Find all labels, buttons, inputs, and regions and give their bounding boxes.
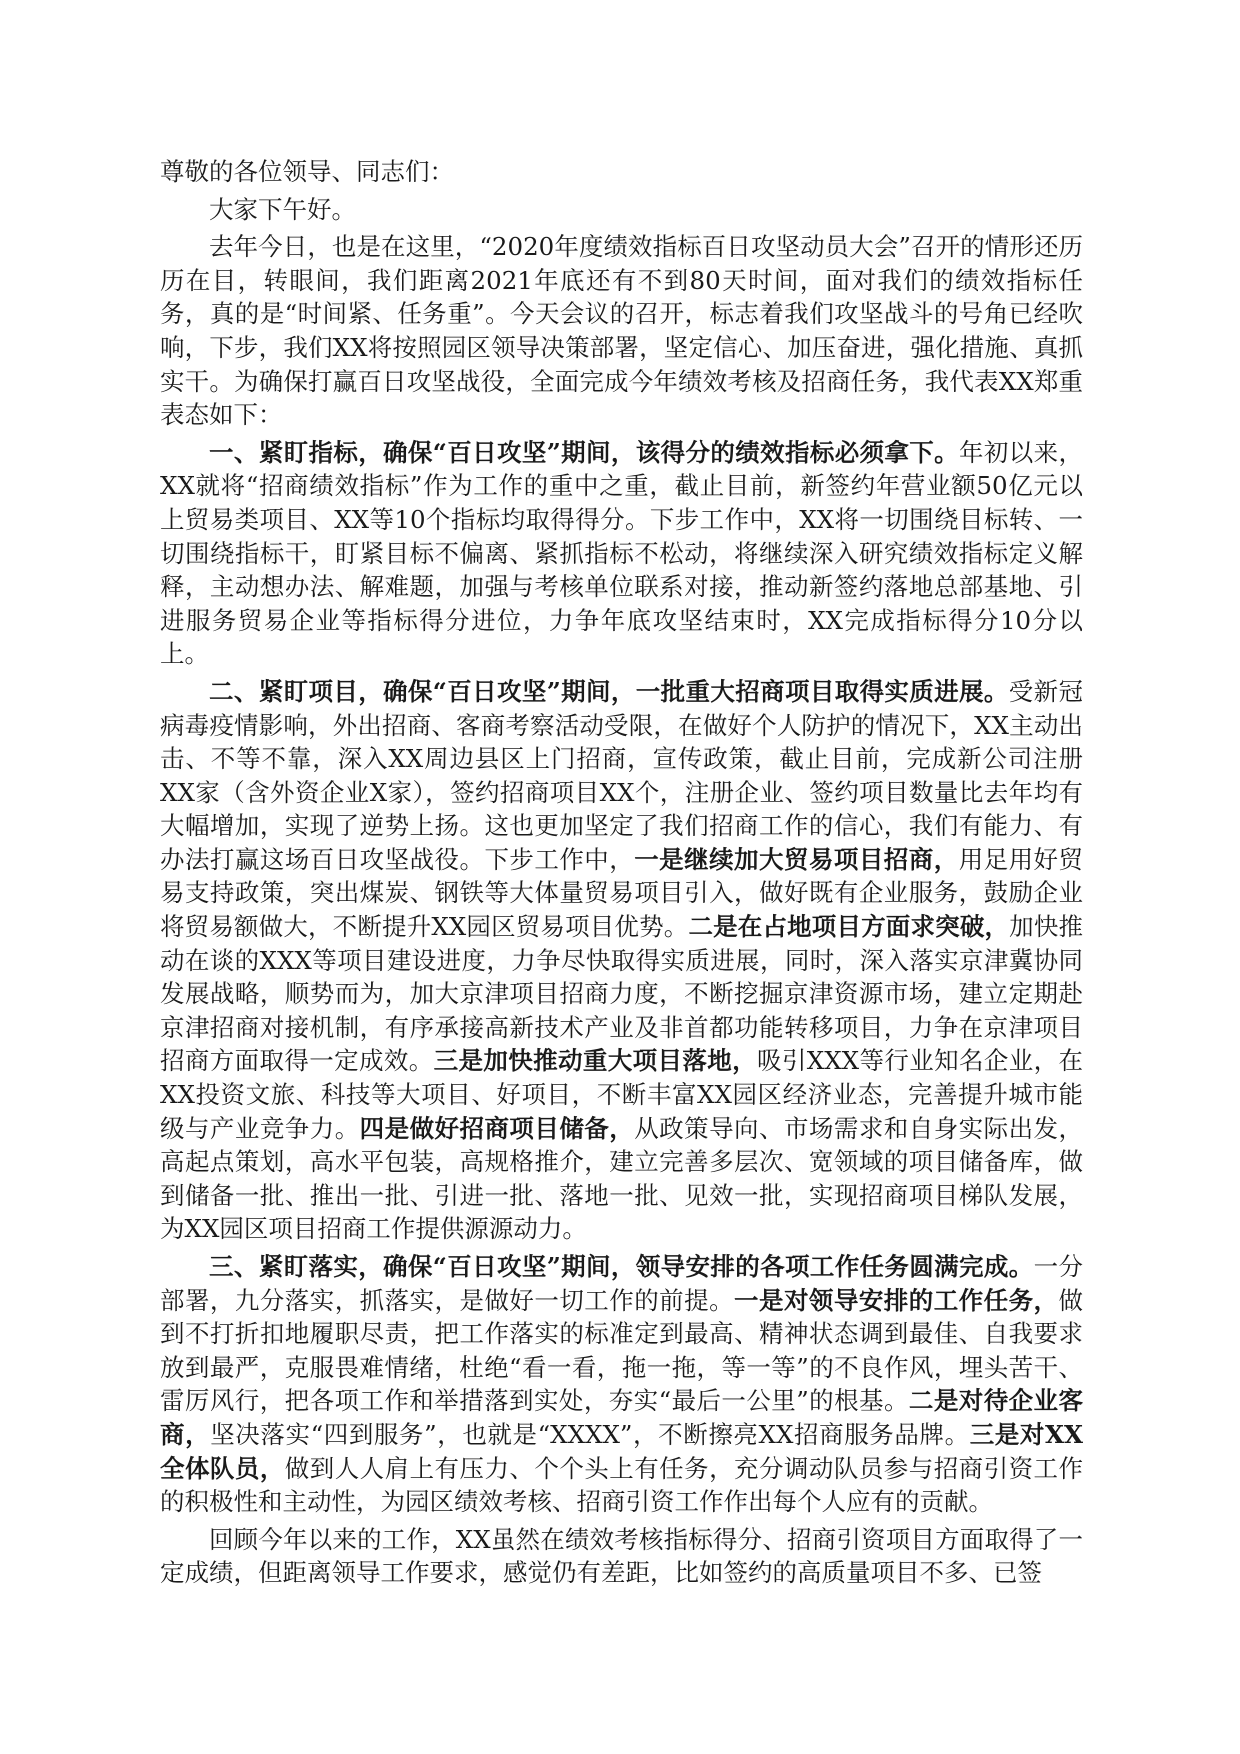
section-3-heading: 三、紧盯落实，确保“百日攻坚”期间，领导安排的各项工作任务圆满完成。: [209, 1252, 1034, 1281]
section-2-point-4-text: 从政策导向、市场需求和自身实际出发，高起点策划，高水平包装，高规格推介，建立完善多层次、宽领域的项目储备库，做到储备一批、推出一批、引进一批、落地一批、见效一批，实现招商项目梯队发展，为XX园区项目招商工作提供源源动力。: [160, 1113, 1084, 1244]
section-1-paragraph: [160, 436, 1083, 671]
section-1-heading: 一、紧盯指标，确保“百日攻坚”期间，该得分的绩效指标必须拿下。: [209, 437, 960, 467]
salutation: 尊敬的各位领导、同志们：: [160, 157, 454, 186]
section-3-point-1-label: 一是对领导安排的工作任务，: [734, 1285, 1059, 1315]
document-page: [160, 155, 1083, 1594]
section-3-point-1-text: 做到不打折扣地履职尽责，把工作落实的标准定到最高、精神状态调到最佳、自我要求放到最严，克服畏难情绪，杜绝“看一看，拖一拖，等一等”的不良作风，埋头苦干、雷厉风行，把各项工作和举措落到实处，夯实“最后一公里”的根基。: [160, 1285, 1084, 1416]
section-2-heading: 二、紧盯项目，确保“百日攻坚”期间，一批重大招商项目取得实质进展。: [209, 676, 1009, 706]
greeting: 大家下午好。: [209, 194, 356, 224]
review-paragraph: 回顾今年以来的工作，XX虽然在绩效考核指标得分、招商引资项目方面取得了一定成绩，但距离领导工作要求，感觉仍有差距，比如签约的高质量项目不多、已签: [160, 1524, 1083, 1588]
section-2-point-1-text: 用足用好贸易支持政策，突出煤炭、钢铁等大体量贸易项目引入，做好既有企业服务，鼓励企业将贸易额做大，不断提升XX园区贸易项目优势。: [160, 844, 1084, 942]
section-2-paragraph: [160, 675, 1083, 1246]
section-3-point-2-text: 坚决落实“四到服务”，也就是“XXXX”，不断擦亮XX招商服务品牌。: [210, 1419, 970, 1449]
section-3-point-3-label: 三是对XX全体队员，: [160, 1419, 1083, 1483]
section-2-point-2-text: 加快推动在谈的XXX等项目建设进度，力争尽快取得实质进展，同时，深入落实京津冀协同发展战略，顺势而为，加大京津项目招商力度，不断挖掘京津资源市场，建立定期赴京津招商对接机制，有序承接高新技术产业及非首都功能转移项目，力争在京津项目招商方面取得一定成效。: [160, 912, 1084, 1076]
section-2-point-4-label: 四是做好招商项目储备，: [359, 1113, 635, 1143]
section-3-point-2-label: 二是对待企业客商，: [160, 1386, 1083, 1449]
section-2-body: 受新冠病毒疫情影响，外出招商、客商考察活动受限，在做好个人防护的情况下，XX主动出击、不等不靠，深入XX周边县区上门招商，宣传政策，截止目前，完成新公司注册XX家（含外资企业X家），签约招商项目XX个，注册企业、签约项目数量比去年均有大幅增加，实现了逆势上扬。这也更加坚定了我们招商工作的信心，我们有能力、有办法打赢这场百日攻坚战役。下步工作中，: [160, 676, 1083, 874]
section-3-paragraph: [160, 1250, 1083, 1519]
intro-paragraph: 去年今日，也是在这里，“2020年度绩效指标百日攻坚动员大会”召开的情形还历历在目，转眼间，我们距离2021年底还有不到80天时间，面对我们的绩效指标任务，真的是“时间紧、任务重”。今天会议的召开，标志着我们攻坚战斗的号角已经吹响，下步，我们XX将按照园区领导决策部署，坚定信心、加压奋进，强化措施、真抓实干。为确保打赢百日攻坚战役，全面完成今年绩效考核及招商任务，我代表XX郑重表态如下：: [160, 232, 1083, 430]
section-2-point-3-text: 吸引XXX等行业知名企业，在XX投资文旅、科技等大项目、好项目，不断丰富XX园区经济业态，完善提升城市能级与产业竞争力。: [160, 1046, 1084, 1143]
section-2-point-1-label: 一是继续加大贸易项目招商，: [634, 844, 959, 874]
section-2-point-2-label: 二是在占地项目方面求突破，: [688, 912, 1010, 942]
section-3-point-3-text: 做到人人肩上有压力、个个头上有任务，充分调动队员参与招商引资工作的积极性和主动性，为园区绩效考核、招商引资工作作出每个人应有的贡献。: [160, 1453, 1084, 1517]
section-1-body: 年初以来，XX就将“招商绩效指标”作为工作的重中之重，截止目前，新签约年营业额50亿元以上贸易类项目、XX等10个指标均取得得分。下步工作中，XX将一切围绕目标转、一切围绕指标干，盯紧目标不偏离、紧抓指标不松动，将继续深入研究绩效指标定义解释，主动想办法、解难题，加强与考核单位联系对接，推动新签约落地总部基地、引进服务贸易企业等指标得分进位，力争年底攻坚结束时，XX完成指标得分10分以上。: [160, 437, 1083, 669]
section-2-point-3-label: 三是加快推动重大项目落地，: [433, 1046, 758, 1076]
section-3-body: 一分部署，九分落实，抓落实，是做好一切工作的前提。: [160, 1252, 1084, 1315]
